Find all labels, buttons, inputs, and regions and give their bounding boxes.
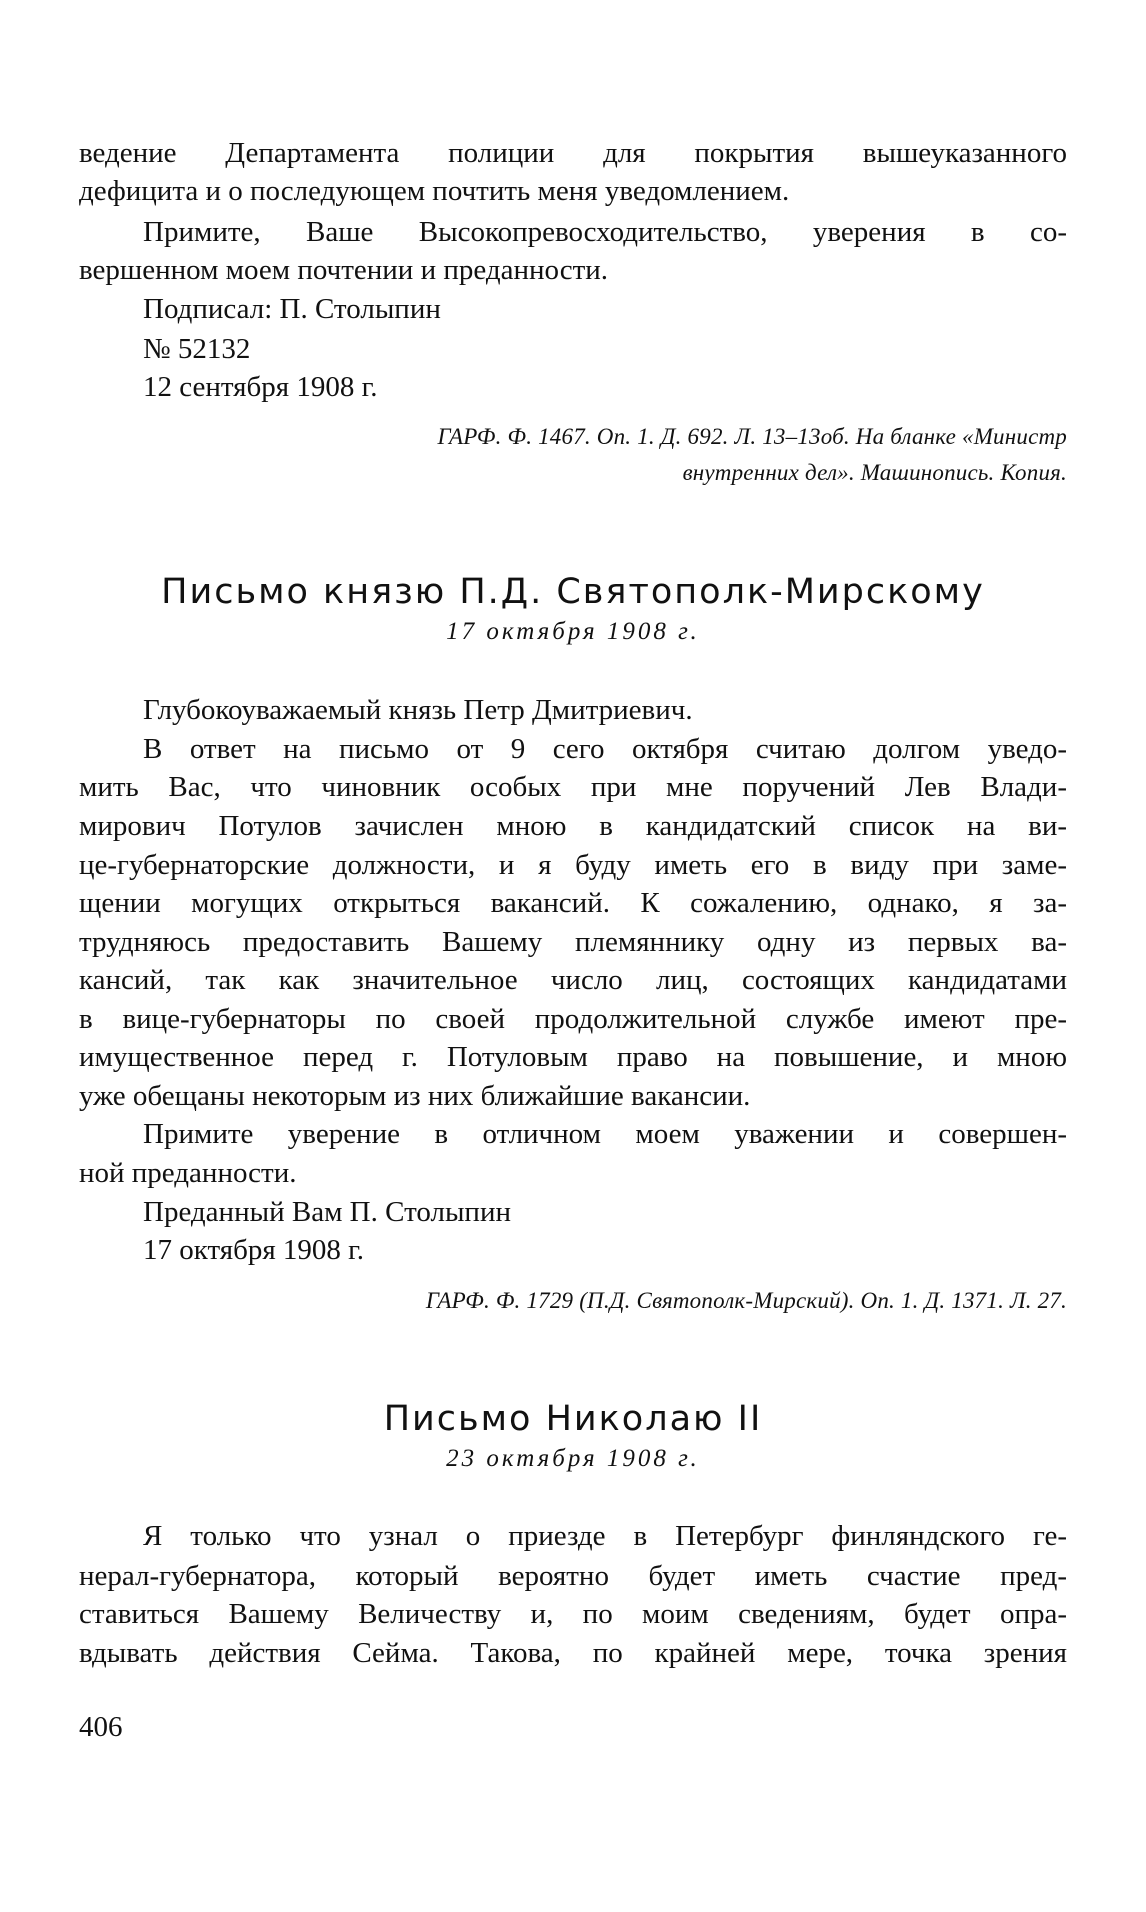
body-line: мирович Потулов зачислен мною в кандидатский список на ви- <box>79 810 1067 842</box>
body-line: вдывать действия Сейма. Такова, по крайней мере, точка зрения <box>79 1637 1067 1669</box>
signature-line: Подписал: П. Столыпин <box>143 293 441 325</box>
letter-title: Письмо Николаю II <box>383 1399 763 1439</box>
body-line: ставиться Вашему Величеству и, по моим сведениям, будет опра- <box>79 1598 1067 1630</box>
letter-date-heading: 17 октября 1908 г. <box>446 618 700 645</box>
body-line: нерал-губернатора, который вероятно будет иметь счастие пред- <box>79 1560 1067 1592</box>
body-line: мить Вас, что чиновник особых при мне поручений Лев Влади- <box>79 771 1067 803</box>
letter-date: 17 октября 1908 г. <box>143 1234 365 1266</box>
letter-title: Письмо князю П.Д. Святополк-Мирскому <box>161 572 985 612</box>
body-line: кансий, так как значительное число лиц, состоящих кандидатами <box>79 964 1067 996</box>
body-line: имущественное перед г. Потуловым право на повышение, и мною <box>79 1041 1067 1073</box>
salutation: Глубокоуважаемый князь Петр Дмитриевич. <box>143 694 693 726</box>
signature-line: Преданный Вам П. Столыпин <box>143 1196 511 1228</box>
body-line: ведение Департамента полиции для покрытия вышеуказанного <box>79 137 1067 169</box>
body-line: це-губернаторские должности, и я буду иметь его в виду при заме- <box>79 849 1067 881</box>
archive-source: ГАРФ. Ф. 1467. Оп. 1. Д. 692. Л. 13–13об. На бланке «Министр <box>437 424 1067 449</box>
body-line: Я только что узнал о приезде в Петербург финляндского ге- <box>143 1520 1067 1552</box>
letter-date: 12 сентября 1908 г. <box>143 371 378 403</box>
letter-date-heading: 23 октября 1908 г. <box>446 1445 700 1472</box>
body-line: дефицита и о последующем почтить меня уведомлением. <box>79 175 790 207</box>
body-line: в вице-губернаторы по своей продолжительной службе имеют пре- <box>79 1003 1067 1035</box>
body-line: В ответ на письмо от 9 сего октября считаю долгом уведо- <box>143 733 1067 765</box>
archive-source: ГАРФ. Ф. 1729 (П.Д. Святополк-Мирский). Оп. 1. Д. 1371. Л. 27. <box>425 1288 1067 1313</box>
body-line: щении могущих открыться вакансий. К сожалению, однако, я за- <box>79 887 1067 919</box>
body-line: Примите уверение в отличном моем уважении и совершен- <box>143 1118 1067 1150</box>
body-line: ной преданности. <box>79 1157 297 1189</box>
page-number: 406 <box>79 1711 123 1743</box>
body-line: Примите, Ваше Высокопревосходительство, уверения в со- <box>143 216 1067 248</box>
archive-source: внутренних дел». Машинопись. Копия. <box>682 460 1067 485</box>
body-line: трудняюсь предоставить Вашему племяннику одну из первых ва- <box>79 926 1067 958</box>
document-number: № 52132 <box>143 333 251 365</box>
body-line: вершенном моем почтении и преданности. <box>79 254 609 286</box>
body-line: уже обещаны некоторым из них ближайшие вакансии. <box>79 1080 751 1112</box>
